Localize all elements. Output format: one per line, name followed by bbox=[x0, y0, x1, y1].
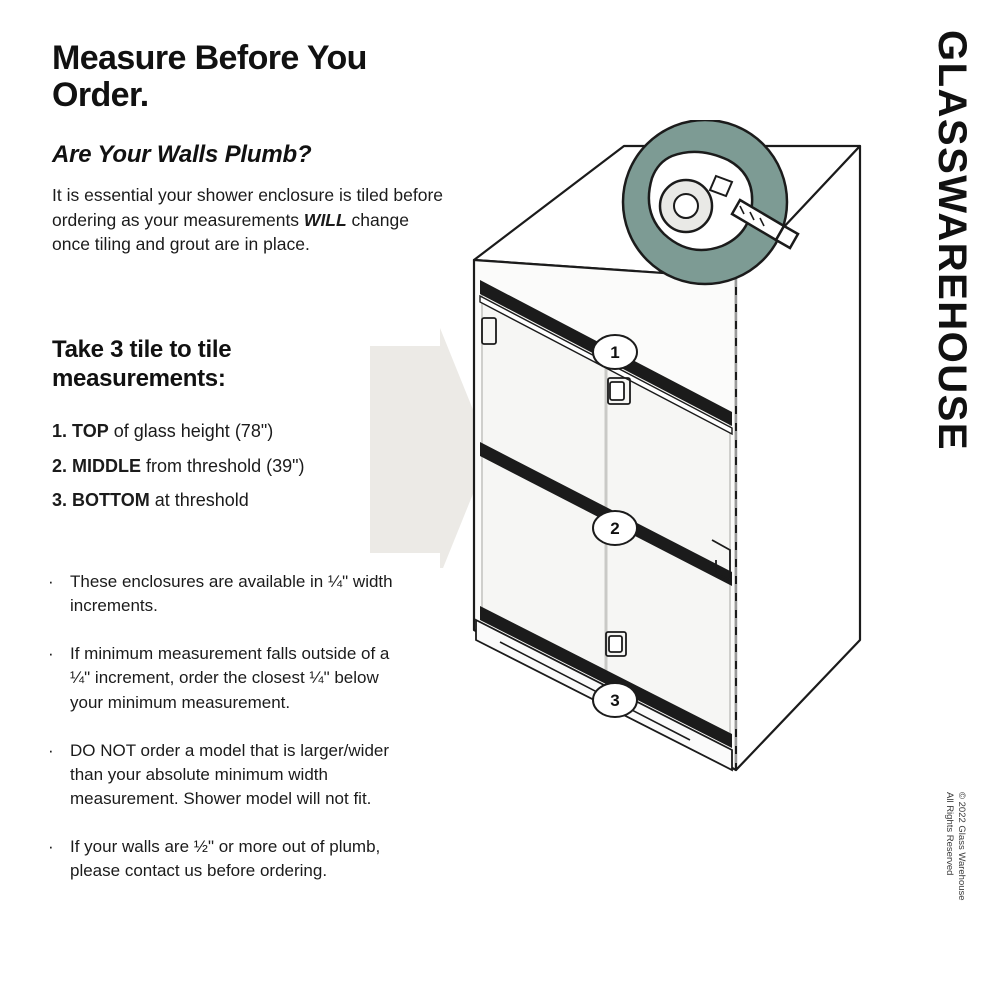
brand-name: GLASSWAREHOUSE bbox=[930, 30, 974, 452]
list-item bbox=[44, 570, 414, 618]
shower-enclosure-diagram bbox=[440, 120, 890, 800]
list-item bbox=[44, 835, 414, 883]
step-number: 1. bbox=[52, 421, 68, 441]
copyright-line-1: © 2022 Glass Warehouse bbox=[956, 792, 967, 901]
bullet-text: These enclosures are available in ¼" width increments. bbox=[70, 572, 393, 616]
step-badge-2 bbox=[593, 511, 637, 545]
step-number: 3. bbox=[52, 490, 68, 510]
step-text: at threshold bbox=[154, 490, 249, 510]
bullet-text: If your walls are ½" or more out of plumb, please contact us before ordering. bbox=[70, 837, 381, 881]
bullet-marker: · bbox=[48, 837, 54, 856]
step-badge-3 bbox=[593, 683, 637, 717]
intro-text-part2: change once tiling and grout are in place. bbox=[52, 209, 409, 255]
step-text: from threshold (39") bbox=[146, 455, 305, 476]
intro-text-part1: It is essential your shower enclosure is tiled before ordering as your measurements bbox=[52, 184, 444, 230]
step-keyword: MIDDLE bbox=[72, 455, 142, 476]
page-title: Measure Before You Order. bbox=[52, 39, 367, 115]
badge-label-1: 1 bbox=[610, 343, 620, 362]
section-subtitle: Are Your Walls Plumb? bbox=[52, 140, 312, 168]
step-keyword: TOP bbox=[72, 421, 109, 441]
step-keyword: BOTTOM bbox=[72, 490, 150, 510]
measurements-heading: Take 3 tile to tile measurements: bbox=[52, 336, 232, 393]
step-badge-1 bbox=[593, 335, 637, 369]
list-item bbox=[44, 739, 414, 811]
notes-list bbox=[44, 570, 414, 907]
bullet-marker: · bbox=[48, 644, 54, 664]
badge-label-2: 2 bbox=[610, 519, 620, 538]
step-number: 2. bbox=[52, 455, 68, 476]
copyright-text bbox=[943, 792, 967, 901]
bullet-text: If minimum measurement falls outside of a ¼" increment, order the closest ¼" below your minimum measurement. bbox=[70, 644, 390, 712]
bullet-marker: · bbox=[48, 740, 54, 760]
badge-label-3: 3 bbox=[610, 691, 620, 710]
copyright-block bbox=[943, 792, 986, 952]
intro-paragraph bbox=[52, 183, 444, 258]
left-text-column bbox=[52, 40, 452, 257]
bullet-marker: · bbox=[48, 572, 54, 591]
brand-wordmark bbox=[922, 30, 982, 650]
bullet-text: DO NOT order a model that is larger/wider than your absolute minimum width measurement. Shower model will not fit. bbox=[70, 740, 390, 808]
step-text: of glass height (78") bbox=[113, 421, 274, 441]
list-item bbox=[44, 642, 414, 714]
copyright-line-2: All Rights Reserved bbox=[943, 792, 955, 876]
intro-emphasis: WILL bbox=[303, 209, 347, 230]
